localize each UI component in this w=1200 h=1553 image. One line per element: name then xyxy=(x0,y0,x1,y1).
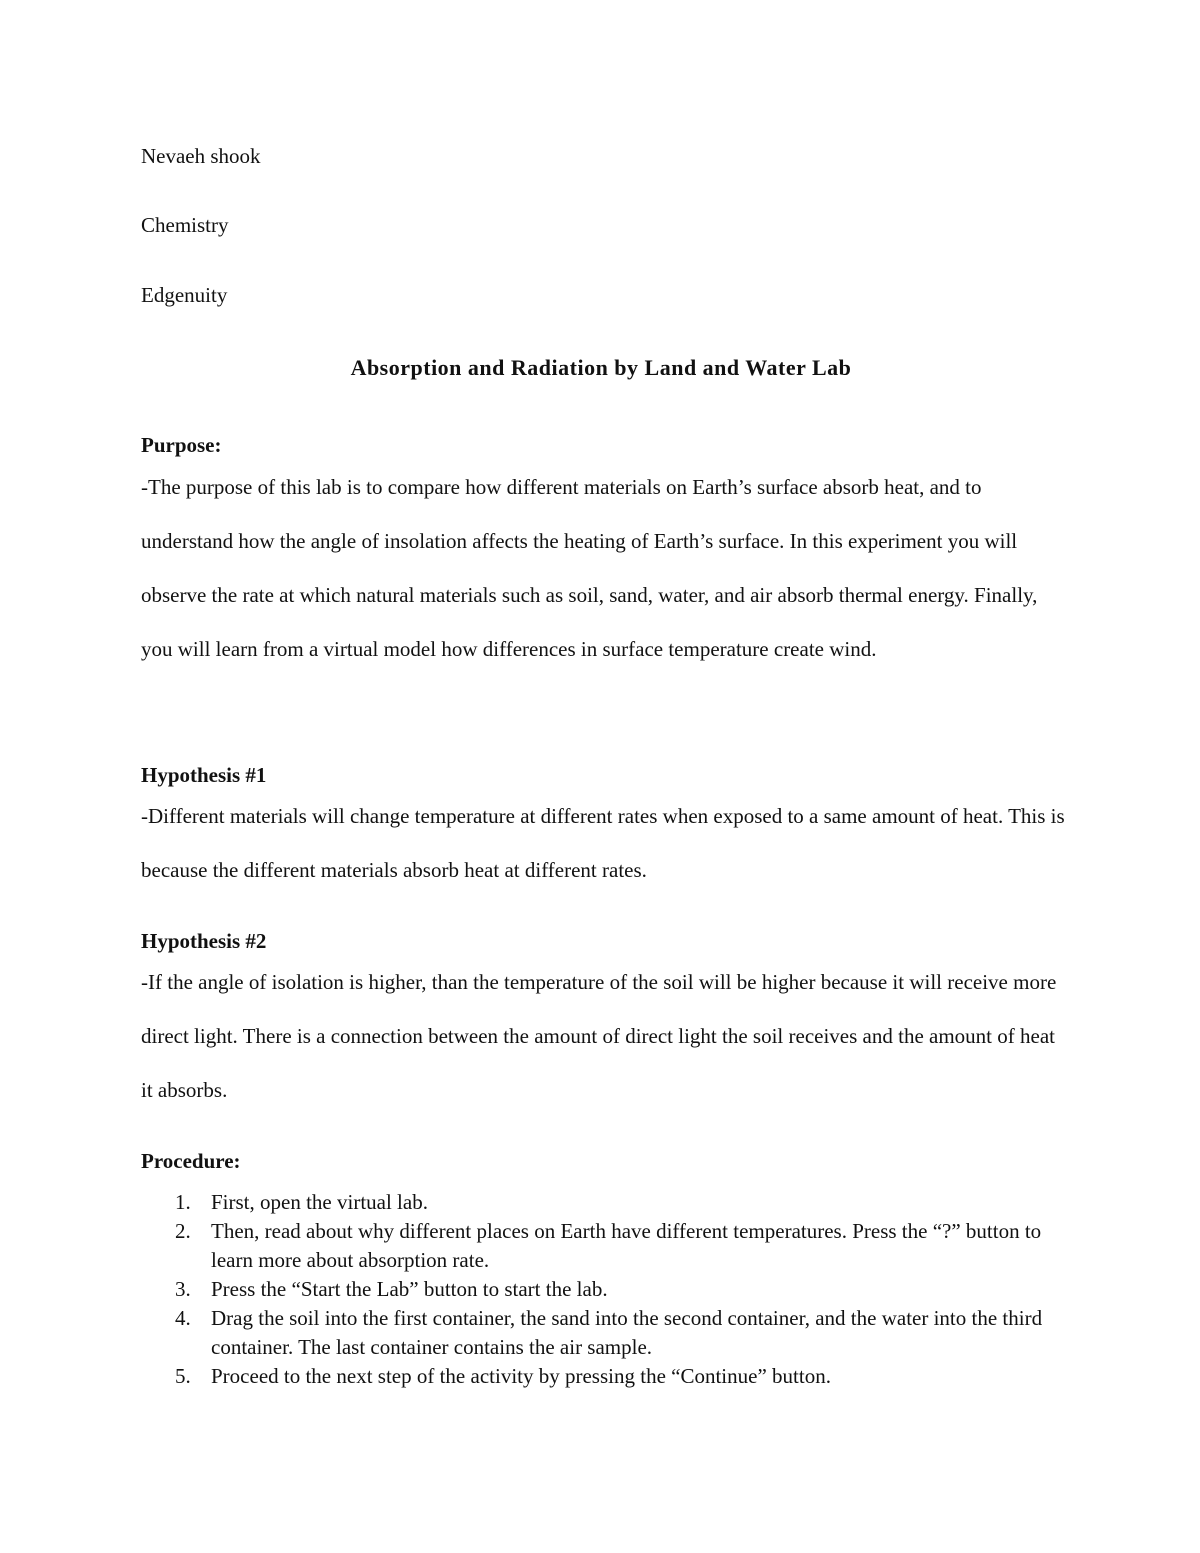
step-number: 1. xyxy=(175,1190,191,1214)
procedure-step xyxy=(141,1188,1066,1217)
hypothesis1-text: -Different materials will change temperature at different rates when exposed to a same amount of heat. This is because the different materials absorb heat at different rates. xyxy=(141,804,1065,882)
step-text: Then, read about why different places on Earth have different temperatures. Press the “?” button to learn more about absorption rate. xyxy=(211,1219,1042,1272)
document-title: Absorption and Radiation by Land and Water Lab xyxy=(350,355,852,380)
purpose-heading: Purpose: xyxy=(141,433,222,457)
procedure-step xyxy=(141,1217,1066,1275)
procedure-list xyxy=(141,1188,1066,1391)
step-number: 2. xyxy=(175,1219,191,1243)
step-number: 3. xyxy=(175,1277,191,1301)
procedure-step xyxy=(141,1275,1066,1304)
purpose-text: -The purpose of this lab is to compare how different materials on Earth’s surface absorb heat, and to understand how the angle of insolation affects the heating of Earth’s surface. In this experiment you will observe the rate at which natural materials such as soil, sand, water, and air absorb thermal energy. Finally, you will learn from a virtual model how differences in surface temperature create wind. xyxy=(141,475,1038,661)
procedure-step xyxy=(141,1304,1066,1362)
step-text: Drag the soil into the first container, the sand into the second container, and the water into the third container. The last container contains the air sample. xyxy=(211,1306,1043,1359)
step-number: 5. xyxy=(175,1364,191,1388)
hypothesis2-heading: Hypothesis #2 xyxy=(141,929,267,953)
step-number: 4. xyxy=(175,1306,191,1330)
step-text: Proceed to the next step of the activity by pressing the “Continue” button. xyxy=(211,1364,831,1388)
platform-line: Edgenuity xyxy=(141,283,228,307)
hypothesis1-heading: Hypothesis #1 xyxy=(141,763,267,787)
step-text: Press the “Start the Lab” button to start the lab. xyxy=(211,1277,608,1301)
hypothesis2-text: -If the angle of isolation is higher, than the temperature of the soil will be higher because it will receive more direct light. There is a connection between the amount of direct light the soil receives and the amount of heat it absorbs. xyxy=(141,970,1057,1102)
step-text: First, open the virtual lab. xyxy=(211,1190,428,1214)
procedure-step xyxy=(141,1362,1066,1391)
procedure-heading: Procedure: xyxy=(141,1149,241,1173)
subject-line: Chemistry xyxy=(141,213,229,237)
student-name: Nevaeh shook xyxy=(141,144,261,168)
